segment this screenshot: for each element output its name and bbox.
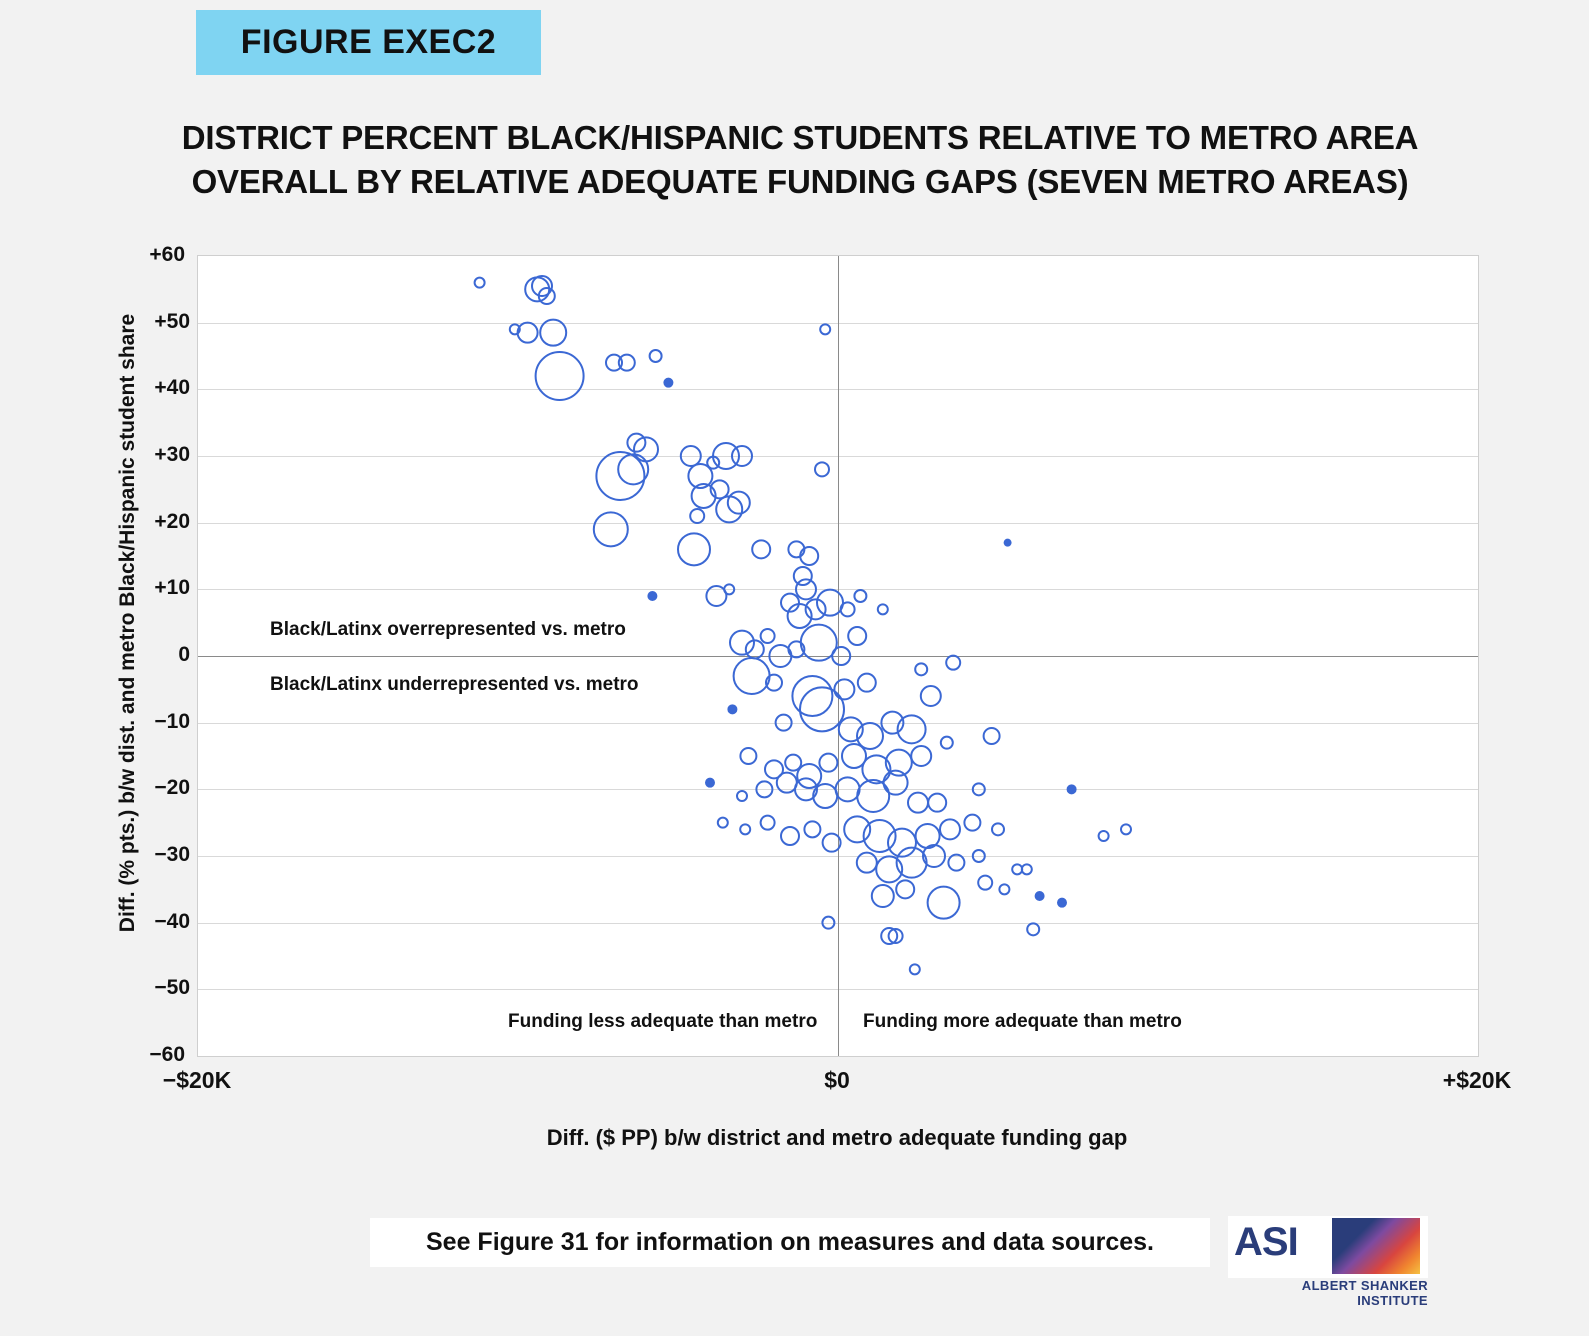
scatter-point (928, 887, 960, 919)
figure-tag-label: FIGURE EXEC2 (240, 23, 497, 61)
scatter-point (834, 679, 854, 699)
scatter-point (817, 590, 843, 616)
scatter-point (724, 584, 734, 594)
scatter-point (948, 855, 964, 871)
scatter-point (841, 602, 855, 616)
x-axis-label: Diff. ($ PP) b/w district and metro adequate funding gap (546, 1125, 1128, 1150)
scatter-point (820, 324, 830, 334)
scatter-point (475, 278, 485, 288)
scatter-point (1005, 540, 1011, 546)
scatter-point (940, 819, 960, 839)
scatter-point (854, 590, 866, 602)
scatter-point (713, 443, 739, 469)
scatter-point (732, 446, 752, 466)
y-tick-minus10: −10 (154, 710, 190, 733)
scatter-point (678, 533, 710, 565)
scatter-point (650, 350, 662, 362)
scatter-point (921, 686, 941, 706)
scatter-point (740, 824, 750, 834)
scatter-point (728, 705, 736, 713)
annotation-funding-less: Funding less adequate than metro (508, 1011, 818, 1032)
x-tick-zero: $0 (824, 1067, 850, 1093)
scatter-point (648, 592, 656, 600)
scatter-point (964, 815, 980, 831)
y-tick-30: +30 (154, 443, 190, 466)
scatter-point (797, 764, 821, 788)
scatter-point (815, 462, 829, 476)
scatter-point (1027, 923, 1039, 935)
annotation-underrepresented: Black/Latinx underrepresented vs. metro (270, 674, 639, 695)
scatter-point (910, 964, 920, 974)
scatter-point (973, 783, 985, 795)
albert-shanker-institute-logo (1228, 1216, 1428, 1306)
y-tick-zero: 0 (178, 643, 190, 666)
scatter-point (740, 748, 756, 764)
annotation-funding-more: Funding more adequate than metro (863, 1011, 1182, 1032)
scatter-point (1068, 785, 1076, 793)
scatter-point (1012, 864, 1022, 874)
scatter-point (813, 784, 837, 808)
scatter-point (777, 773, 797, 793)
scatter-point (1036, 892, 1044, 900)
y-tick-minus20: −20 (154, 776, 190, 799)
scatter-point (594, 512, 628, 546)
logo-mark (1228, 1216, 1428, 1278)
scatter-point (518, 323, 538, 343)
scatter-point (1022, 864, 1032, 874)
scatter-point (800, 547, 818, 565)
scatter-point (844, 816, 870, 842)
y-tick-minus60: −60 (149, 1043, 185, 1066)
annotation-overrepresented: Black/Latinx overrepresented vs. metro (270, 619, 626, 640)
scatter-point (540, 320, 566, 346)
chart-container (100, 243, 1512, 1150)
scatter-point (536, 352, 584, 400)
scatter-point (819, 754, 837, 772)
y-tick-50: +50 (154, 310, 190, 333)
scatter-point (896, 880, 914, 898)
scatter-point (1058, 899, 1066, 907)
scatter-point (804, 821, 820, 837)
scatter-point (690, 509, 704, 523)
x-tick-minus20k: −$20K (162, 1067, 232, 1093)
scatter-point (878, 604, 888, 614)
footer-note: See Figure 31 for information on measures and data sources. (370, 1218, 1210, 1267)
y-tick-minus30: −30 (154, 843, 190, 866)
scatter-point (730, 631, 754, 655)
scatter-point (992, 823, 1004, 835)
y-axis-label: Diff. (% pts.) b/w dist. and metro Black/Hispanic student share (116, 313, 139, 933)
scatter-point (800, 687, 844, 731)
page-title: DISTRICT PERCENT BLACK/HISPANIC STUDENTS RELATIVE TO METRO AREA OVERALL BY RELATIVE ADEQUATE FUNDING GAPS (SEVEN METRO AREAS) (181, 119, 1419, 200)
scatter-point (664, 379, 672, 387)
scatter-point (908, 793, 928, 813)
scatter-point (836, 777, 860, 801)
scatter-point (832, 647, 850, 665)
scatter-point (872, 885, 894, 907)
scatter-point (946, 656, 960, 670)
y-tick-40: +40 (154, 376, 190, 399)
scatter-point (681, 446, 701, 466)
scatter-point (999, 884, 1009, 894)
scatter-point (752, 540, 770, 558)
scatter-plot-area (197, 255, 1479, 1057)
scatter-point (848, 627, 866, 645)
scatter-point (776, 715, 792, 731)
logo-gradient-icon (1332, 1218, 1420, 1274)
scatter-point (923, 845, 945, 867)
logo-initials: ASI (1234, 1220, 1298, 1264)
scatter-point (984, 728, 1000, 744)
scatter-point (761, 629, 775, 643)
y-tick-20: +20 (154, 510, 190, 533)
scatter-point (941, 737, 953, 749)
scatter-point (525, 277, 549, 301)
logo-name: ALBERT SHANKER INSTITUTE (1301, 1278, 1428, 1308)
y-tick-minus50: −50 (154, 976, 190, 999)
y-tick-60: +60 (149, 243, 185, 266)
y-tick-minus40: −40 (154, 910, 190, 933)
scatter-point (734, 658, 770, 694)
scatter-point (1121, 824, 1131, 834)
scatter-point (728, 492, 750, 514)
scatter-point (858, 674, 876, 692)
scatter-point (706, 779, 714, 787)
scatter-point (857, 853, 877, 873)
y-tick-10: +10 (154, 576, 190, 599)
scatter-point (737, 791, 747, 801)
x-tick-plus20k: +$20K (1442, 1067, 1512, 1093)
scatter-point (915, 663, 927, 675)
scatter-point (911, 746, 931, 766)
scatter-point (822, 917, 834, 929)
scatter-point (973, 850, 985, 862)
scatter-point (792, 676, 832, 716)
scatter-point (761, 816, 775, 830)
scatter-point (796, 579, 816, 599)
scatter-point (794, 567, 812, 585)
scatter-point (718, 818, 728, 828)
scatter-point (781, 827, 799, 845)
scatter-point (756, 781, 772, 797)
scatter-point (1099, 831, 1109, 841)
scatter-point (928, 794, 946, 812)
scatter-point (978, 876, 992, 890)
figure-tag-badge (196, 10, 541, 75)
scatter-point (823, 834, 841, 852)
scatter-markers (198, 256, 1478, 1056)
